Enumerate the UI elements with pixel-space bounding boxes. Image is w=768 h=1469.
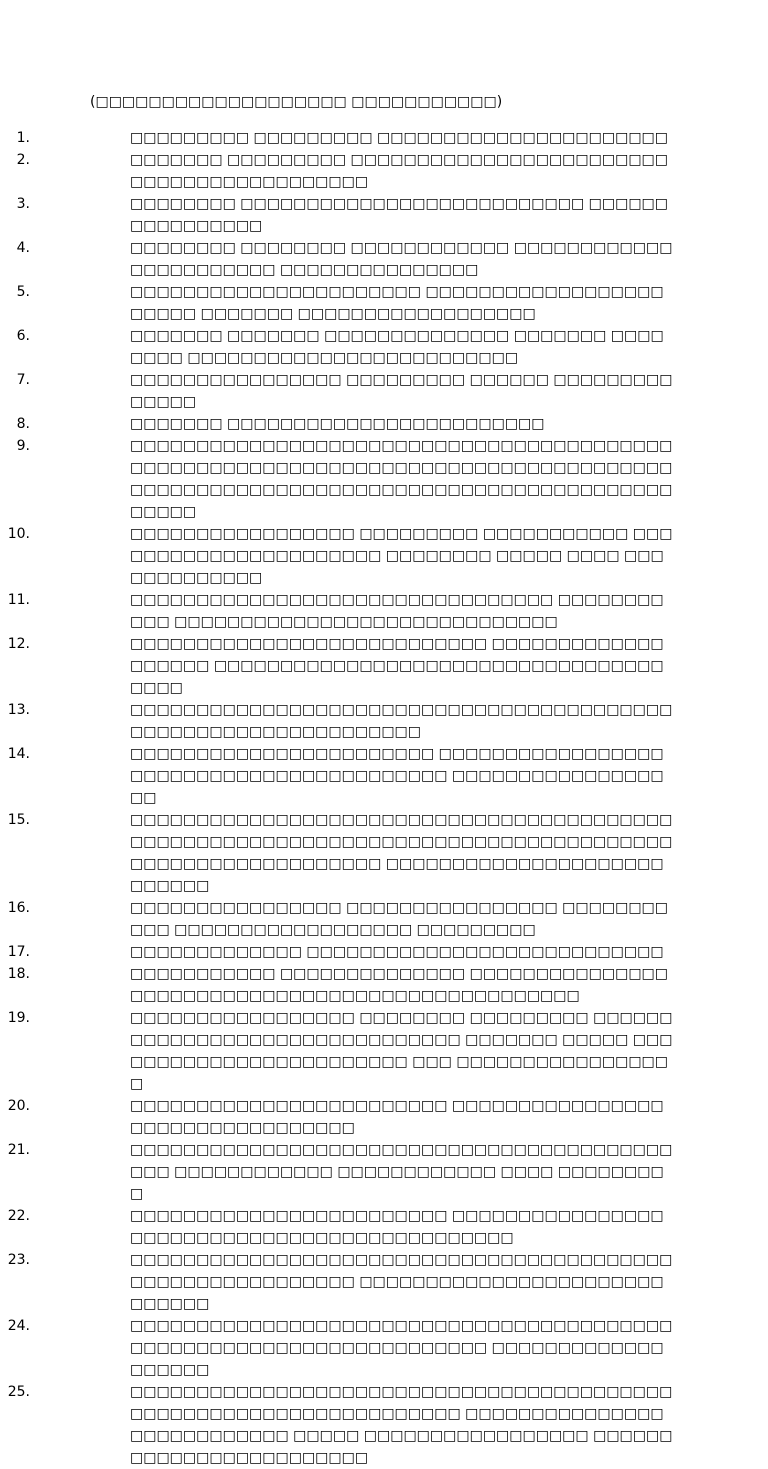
list-item-number: 19. bbox=[7, 1010, 30, 1026]
list-item bbox=[0, 435, 675, 523]
list-item-text: □□□□□□□□□ □□□□□□□□□ □□□□□□□□□□□□□□□□□□□□□□ bbox=[130, 130, 669, 146]
list-item-text: □□□□□□□ □□□□□□□□□□□□□□□□□□□□□□□□ bbox=[130, 416, 545, 432]
list-item-number: 24. bbox=[7, 1318, 30, 1334]
list-item bbox=[0, 963, 675, 1007]
list-item bbox=[0, 589, 675, 633]
list-item-number: 20. bbox=[7, 1098, 30, 1114]
list-item bbox=[0, 413, 675, 435]
list-item-number: 7. bbox=[16, 372, 30, 388]
list-item-number: 16. bbox=[7, 900, 30, 916]
list-item bbox=[0, 1381, 675, 1469]
list-item-number: 18. bbox=[7, 966, 30, 982]
list-item-number: 2. bbox=[16, 152, 30, 168]
list-item-number: 13. bbox=[7, 702, 30, 718]
list-item bbox=[0, 1249, 675, 1315]
list-item bbox=[0, 281, 675, 325]
list-item bbox=[0, 523, 675, 589]
list-item bbox=[0, 193, 675, 237]
list-item-text: □□□□□□□□□□□□□□□□□□□□□□□□□□□□□□□□□□□□□□□□□□□□□□□□□□□□□□□□□□□□□□□ bbox=[130, 702, 673, 740]
list-item-text: □□□□□□□□□□□□□□□□□□□□□□□□□□□□□□□□□□□□□□□□□□□□□□□□□□□□□□□□□□□□□□□□□□□□□□□□□□□□□□□□□□□□□□□□□□□□□□□□□□□□□□□□□□□□□□□□□□□□□□□□□□□□□□□□ bbox=[130, 438, 673, 520]
numbered-list bbox=[0, 127, 768, 1469]
list-item bbox=[0, 1139, 675, 1205]
list-item bbox=[0, 325, 675, 369]
list-item bbox=[0, 1095, 675, 1139]
list-item-number: 5. bbox=[16, 284, 30, 300]
list-item-number: 6. bbox=[16, 328, 30, 344]
list-item-text: □□□□□□□□□□□□□□□□□□□□□□□□□□□□□□□□□□□□□□□□□□□□□□□□□□□□□□□□□□□□□□□□□□ □□□□□□□□□□□□□□□□□□□□□□□□□□□ □□□□□ □□□□□□□□□□□□□□□□□ □□□□□□□□□□□□□□□□□□□□□□□□ bbox=[130, 1384, 673, 1466]
list-item bbox=[0, 369, 675, 413]
list-item bbox=[0, 897, 675, 941]
list-item-number: 25. bbox=[7, 1384, 30, 1400]
list-item bbox=[0, 1315, 675, 1381]
list-item-number: 12. bbox=[7, 636, 30, 652]
list-item-text: □□□□□□□□□□□□□□□□□□□□□□ □□□□□□□□□□□□□□□□□□□□□□□ □□□□□□□ □□□□□□□□□□□□□□□□□□ bbox=[130, 284, 664, 322]
list-item-number: 4. bbox=[16, 240, 30, 256]
list-item bbox=[0, 941, 675, 963]
list-item-number: 11. bbox=[7, 592, 30, 608]
list-item-number: 3. bbox=[16, 196, 30, 212]
list-item bbox=[0, 743, 675, 809]
list-item-number: 9. bbox=[16, 438, 30, 454]
list-item-number: 21. bbox=[7, 1142, 30, 1158]
list-item-text: □□□□□□□□□□□□□□□□ □□□□□□□□□ □□□□□□ □□□□□□□□□□□□□□ bbox=[130, 372, 673, 410]
list-item-number: 23. bbox=[7, 1252, 30, 1268]
list-item-number: 1. bbox=[16, 130, 30, 146]
list-item-number: 14. bbox=[7, 746, 30, 762]
list-item-number: 17. bbox=[7, 944, 30, 960]
list-item-text: □□□□□□□□□□□□□□□□□□□□□□□□ □□□□□□□□□□□□□□□□□□□□□□□□□□□□□□□□□□□□□□□□□□□□□ bbox=[130, 1208, 664, 1246]
list-item bbox=[0, 1007, 675, 1095]
list-item-number: 15. bbox=[7, 812, 30, 828]
list-item bbox=[0, 237, 675, 281]
list-item-text: □□□□□□□ □□□□□□□□□ □□□□□□□□□□□□□□□□□□□□□□□□□□□□□□□□□□□□□□□□□□ bbox=[130, 152, 669, 190]
document-heading: (□□□□□□□□□□□□□□□□□□□ □□□□□□□□□□□) bbox=[90, 94, 503, 110]
list-item-number: 10. bbox=[7, 526, 30, 542]
list-item-number: 8. bbox=[16, 416, 30, 432]
list-item bbox=[0, 633, 675, 699]
list-item-text: □□□□□□□□ □□□□□□□□ □□□□□□□□□□□□ □□□□□□□□□□□□□□□□□□□□□□□ □□□□□□□□□□□□□□□ bbox=[130, 240, 673, 278]
list-item-text: □□□□□□□□□□□□□ □□□□□□□□□□□□□□□□□□□□□□□□□□□ bbox=[130, 944, 664, 960]
list-item-text: □□□□□□□□□□□□□□□□ □□□□□□□□□□□□□□□□ □□□□□□□□□□□ □□□□□□□□□□□□□□□□□□ □□□□□□□□□ bbox=[130, 900, 669, 938]
list-item bbox=[0, 127, 675, 149]
list-item-number: 22. bbox=[7, 1208, 30, 1224]
list-item bbox=[0, 1205, 675, 1249]
list-item-text: □□□□□□□□□□□□□□□□□ □□□□□□□□□ □□□□□□□□□□□ □□□□□□□□□□□□□□□□□□□□□□ □□□□□□□□ □□□□□ □□□□ □□□□□□□□□□□□□ bbox=[130, 526, 673, 586]
list-item-text: □□□□□□□□□□□□□□□□□□□□□□□□□□□□□□□□□□□□□□□□□□□□□□□□□□□□□□□□□□□□□□□□□□□□□□□□□□□□□□□□□□□□□□□□□□□□□□□□□□□□□ □□□□□□□□□□□□□□□□□□□□□□□□□□□ bbox=[130, 812, 673, 894]
list-item-text: □□□□□□□□□□□□□□□□□□□□□□□□□□□□□□□□□□□□□□□□□□□□ □□□□□□□□□□□□ □□□□□□□□□□□□ □□□□ □□□□□□□□□ bbox=[130, 1142, 673, 1202]
list-item-text: □□□□□□□□ □□□□□□□□□□□□□□□□□□□□□□□□□□ □□□□□□□□□□□□□□□□ bbox=[130, 196, 669, 234]
list-item-text: □□□□□□□□□□□□□□□□□□□□□□□□ □□□□□□□□□□□□□□□□□□□□□□□□□□□□□□□□□ bbox=[130, 1098, 664, 1136]
list-item bbox=[0, 809, 675, 897]
list-item-text: □□□□□□□□□□□□□□□□□□□□□□□ □□□□□□□□□□□□□□□□□□□□□□□□□□□□□□□□□□□□□□□□□ □□□□□□□□□□□□□□□□□□ bbox=[130, 746, 664, 806]
list-item-text: □□□□□□□□□□□□□□□□□□□□□□□□□□□ □□□□□□□□□□□□□□□□□□□ □□□□□□□□□□□□□□□□□□□□□□□□□□□□□□□□□□□□□□ bbox=[130, 636, 664, 696]
list-item-text: □□□□□□□□□□□□□□□□□ □□□□□□□□ □□□□□□□□□ □□□□□□□□□□□□□□□□□□□□□□□□□□□□□□□ □□□□□□□ □□□□□ □□□□□□□□□□□□□□□□□□□□□□□□ □□□ □□□□□□□□□□□□□□□□□ bbox=[130, 1010, 673, 1092]
list-item bbox=[0, 699, 675, 743]
list-item-text: □□□□□□□□□□□□□□□□□□□□□□□□□□□□□□□□□□□□□□□□□□□□□□□□□□□□□□□□□□ □□□□□□□□□□□□□□□□□□□□□□□□□□□□□ bbox=[130, 1252, 673, 1312]
list-item-text: □□□□□□□□□□□□□□□□□□□□□□□□□□□□□□□□□□□□□□□□□□□□□□□□□□□□□□□□□□□□□□□□□□□□ □□□□□□□□□□□□□□□□□□□ bbox=[130, 1318, 673, 1378]
list-item-text: □□□□□□□□□□□ □□□□□□□□□□□□□□ □□□□□□□□□□□□□□□ □□□□□□□□□□□□□□□□□□□□□□□□□□□□□□□□□□ bbox=[130, 966, 669, 1004]
list-item-text: □□□□□□□ □□□□□□□ □□□□□□□□□□□□□□ □□□□□□□ □□□□□□□□ □□□□□□□□□□□□□□□□□□□□□□□□□ bbox=[130, 328, 664, 366]
list-item-text: □□□□□□□□□□□□□□□□□□□□□□□□□□□□□□□□ □□□□□□□□□□□ □□□□□□□□□□□□□□□□□□□□□□□□□□□□□ bbox=[130, 592, 664, 630]
list-item bbox=[0, 149, 675, 193]
